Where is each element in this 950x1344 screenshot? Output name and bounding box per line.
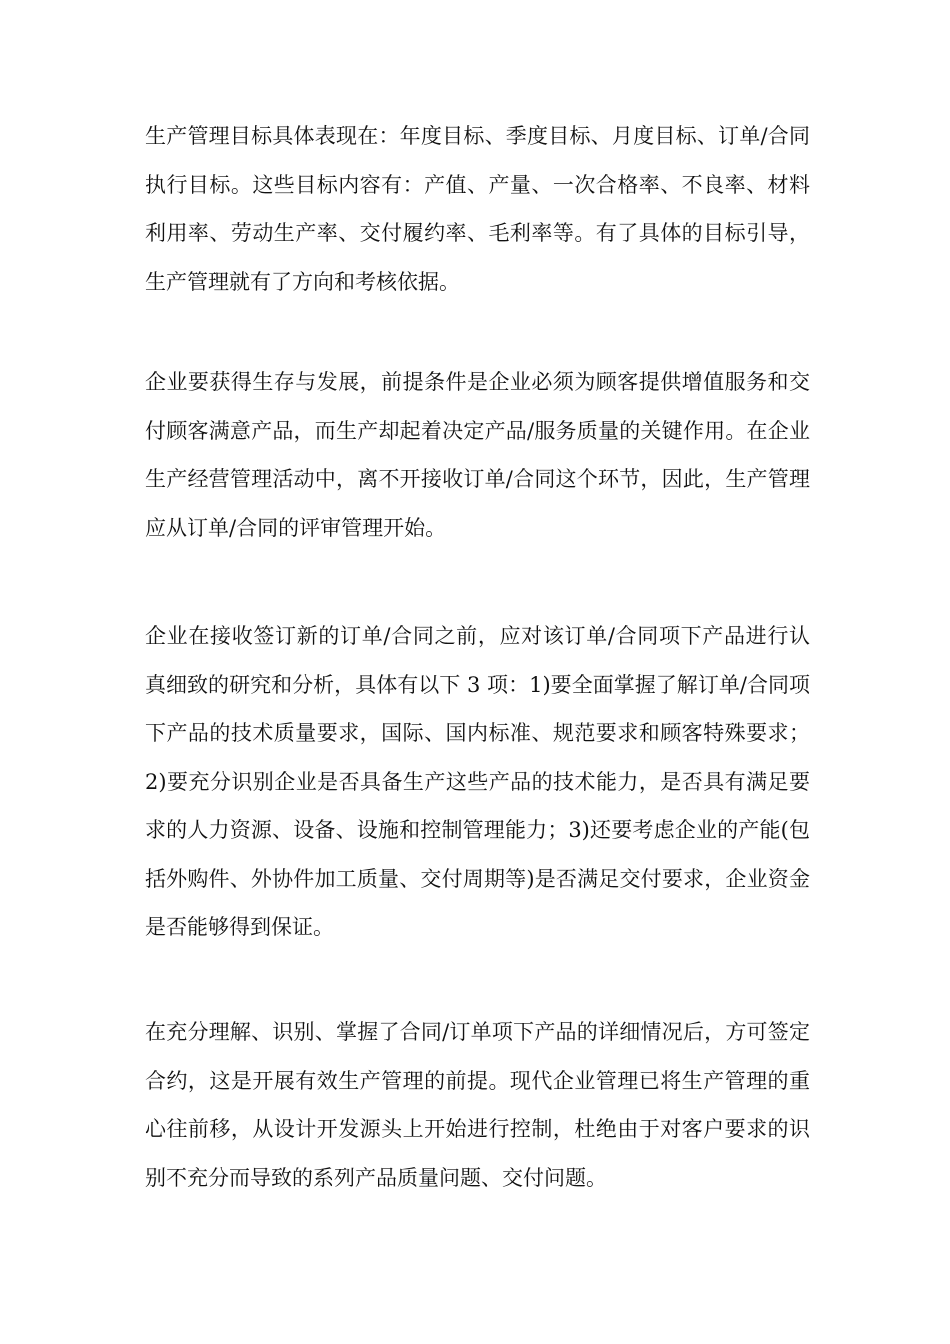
paragraph-contract-analysis: 企业在接收签订新的订单/合同之前，应对该订单/合同项下产品进行认真细致的研究和分析，具体有以下 3 项：1)要全面掌握了解订单/合同项下产品的技术质量要求，国际、国内标准、规范要求和顾客特殊要求；2)要充分识别企业是否具备生产这些产品的技术能力，是否具有满足要求的人力资源、设备、设施和控制管理能力；3)还要考虑企业的产能(包括外购件、外协件加工质量、交付周期等)是否满足交付要求，企业资金是否能够得到保证。 bbox=[145, 624, 810, 939]
paragraph-production-goals: 生产管理目标具体表现在：年度目标、季度目标、月度目标、订单/合同执行目标。这些目标内容有：产值、产量、一次合格率、不良率、材料利用率、劳动生产率、交付履约率、毛利率等。有了具体的目标引导，生产管理就有了方向和考核依据。 bbox=[145, 124, 810, 294]
paragraph-order-review: 企业要获得生存与发展，前提条件是企业必须为顾客提供增值服务和交付顾客满意产品，而生产却起着决定产品/服务质量的关键作用。在企业生产经营管理活动中，离不开接收订单/合同这个环节，因此，生产管理应从订单/合同的评审管理开始。 bbox=[145, 370, 810, 540]
paragraph-management-premise: 在充分理解、识别、掌握了合同/订单项下产品的详细情况后，方可签定合约，这是开展有效生产管理的前提。现代企业管理已将生产管理的重心往前移，从设计开发源头上开始进行控制，杜绝由于对客户要求的识别不充分而导致的系列产品质量问题、交付问题。 bbox=[145, 1020, 810, 1190]
